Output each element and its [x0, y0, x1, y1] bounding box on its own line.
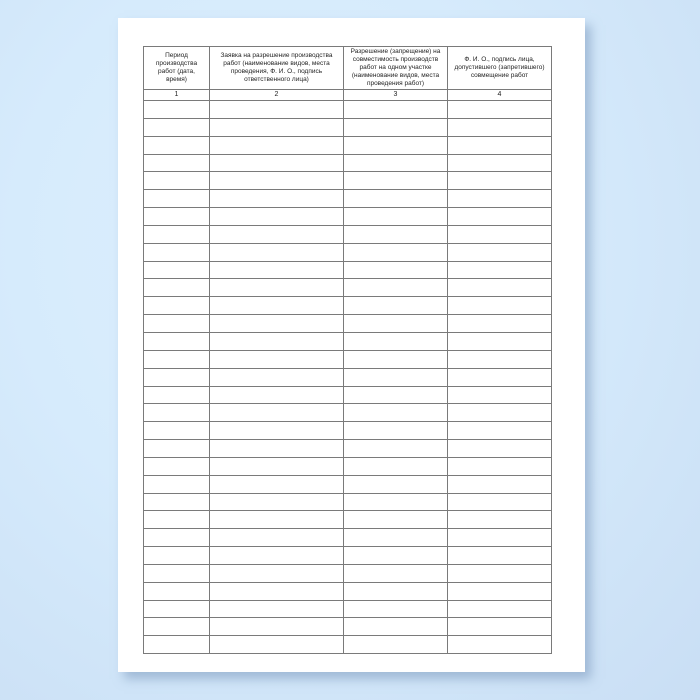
- table-row: [144, 368, 552, 386]
- empty-cell: [210, 279, 344, 297]
- empty-cell: [210, 297, 344, 315]
- empty-cell: [448, 350, 552, 368]
- empty-cell: [210, 440, 344, 458]
- empty-cell: [210, 315, 344, 333]
- table-row: [144, 547, 552, 565]
- empty-cell: [448, 600, 552, 618]
- empty-cell: [144, 493, 210, 511]
- empty-cell: [344, 101, 448, 119]
- empty-cell: [144, 172, 210, 190]
- empty-cell: [144, 136, 210, 154]
- table-row: [144, 404, 552, 422]
- empty-cell: [210, 208, 344, 226]
- empty-cell: [448, 457, 552, 475]
- empty-cell: [144, 243, 210, 261]
- table-row: [144, 440, 552, 458]
- empty-cell: [344, 600, 448, 618]
- table-row: [144, 243, 552, 261]
- empty-cell: [344, 261, 448, 279]
- empty-cell: [144, 154, 210, 172]
- empty-cell: [448, 618, 552, 636]
- empty-cell: [144, 101, 210, 119]
- column-number-row: [144, 90, 552, 101]
- empty-cell: [144, 564, 210, 582]
- empty-cell: [344, 564, 448, 582]
- empty-cell: [448, 368, 552, 386]
- empty-cell: [448, 118, 552, 136]
- empty-cell: [144, 547, 210, 565]
- column-number-3: 3: [344, 90, 448, 101]
- empty-cell: [448, 564, 552, 582]
- table-row: [144, 118, 552, 136]
- table-row: [144, 315, 552, 333]
- empty-cell: [344, 386, 448, 404]
- empty-cell: [144, 440, 210, 458]
- empty-cell: [448, 511, 552, 529]
- empty-cell: [448, 315, 552, 333]
- empty-cell: [448, 582, 552, 600]
- empty-cell: [344, 154, 448, 172]
- empty-cell: [344, 243, 448, 261]
- table-row: [144, 208, 552, 226]
- empty-cell: [448, 386, 552, 404]
- empty-cell: [448, 136, 552, 154]
- column-number-1: 1: [144, 90, 210, 101]
- empty-cell: [210, 636, 344, 654]
- table-row: [144, 600, 552, 618]
- empty-cell: [344, 422, 448, 440]
- empty-cell: [144, 332, 210, 350]
- empty-cell: [144, 315, 210, 333]
- empty-cell: [210, 582, 344, 600]
- table-row: [144, 564, 552, 582]
- empty-cell: [144, 600, 210, 618]
- empty-cell: [344, 136, 448, 154]
- table-row: [144, 582, 552, 600]
- column-header-permission: Разрешение (запрещение) на совместимость производств работ на одном участке (наименование видов, места проведения работ): [344, 47, 448, 90]
- table-row: [144, 279, 552, 297]
- table-header-row: [144, 47, 552, 90]
- empty-cell: [210, 368, 344, 386]
- empty-cell: [210, 493, 344, 511]
- empty-cell: [344, 332, 448, 350]
- table-row: [144, 493, 552, 511]
- empty-cell: [344, 297, 448, 315]
- empty-cell: [448, 279, 552, 297]
- empty-cell: [210, 118, 344, 136]
- empty-cell: [448, 225, 552, 243]
- empty-cell: [144, 422, 210, 440]
- empty-cell: [344, 618, 448, 636]
- empty-cell: [144, 208, 210, 226]
- empty-cell: [344, 172, 448, 190]
- empty-cell: [448, 190, 552, 208]
- empty-cell: [344, 279, 448, 297]
- empty-cell: [448, 101, 552, 119]
- empty-cell: [210, 136, 344, 154]
- table-row: [144, 511, 552, 529]
- empty-cell: [448, 493, 552, 511]
- column-number-4: 4: [448, 90, 552, 101]
- empty-cell: [448, 332, 552, 350]
- empty-cell: [144, 386, 210, 404]
- empty-cell: [210, 600, 344, 618]
- table-row: [144, 332, 552, 350]
- table-row: [144, 636, 552, 654]
- column-header-signature: Ф. И. О., подпись лица, допустившего (запретившего) совмещение работ: [448, 47, 552, 90]
- empty-cell: [448, 404, 552, 422]
- empty-cell: [144, 511, 210, 529]
- table-row: [144, 101, 552, 119]
- empty-cell: [144, 350, 210, 368]
- empty-cell: [144, 404, 210, 422]
- table-row: [144, 225, 552, 243]
- table-row: [144, 618, 552, 636]
- empty-cell: [448, 154, 552, 172]
- empty-cell: [344, 547, 448, 565]
- empty-cell: [344, 368, 448, 386]
- table-row: [144, 386, 552, 404]
- empty-cell: [448, 243, 552, 261]
- table-row: [144, 154, 552, 172]
- empty-cell: [210, 190, 344, 208]
- empty-cell: [344, 511, 448, 529]
- empty-cell: [448, 529, 552, 547]
- empty-cell: [144, 225, 210, 243]
- empty-cell: [144, 618, 210, 636]
- empty-cell: [448, 297, 552, 315]
- empty-cell: [144, 475, 210, 493]
- empty-cell: [210, 243, 344, 261]
- empty-cell: [344, 636, 448, 654]
- table-row: [144, 190, 552, 208]
- empty-cell: [344, 582, 448, 600]
- empty-cell: [448, 636, 552, 654]
- empty-cell: [144, 636, 210, 654]
- empty-cell: [144, 368, 210, 386]
- empty-cell: [344, 493, 448, 511]
- empty-cell: [344, 475, 448, 493]
- table-row: [144, 172, 552, 190]
- empty-cell: [448, 547, 552, 565]
- combined-works-table: [143, 46, 552, 654]
- empty-cell: [448, 440, 552, 458]
- table-row: [144, 261, 552, 279]
- empty-cell: [144, 529, 210, 547]
- empty-cell: [448, 208, 552, 226]
- empty-cell: [344, 529, 448, 547]
- document-page: [118, 18, 585, 672]
- empty-cell: [448, 172, 552, 190]
- column-header-period: Период производства работ (дата, время): [144, 47, 210, 90]
- empty-cell: [448, 261, 552, 279]
- table-row: [144, 457, 552, 475]
- empty-cell: [144, 582, 210, 600]
- empty-cell: [210, 475, 344, 493]
- empty-cell: [210, 457, 344, 475]
- empty-cell: [448, 475, 552, 493]
- empty-cell: [144, 457, 210, 475]
- empty-cell: [210, 225, 344, 243]
- empty-cell: [210, 564, 344, 582]
- empty-cell: [448, 422, 552, 440]
- column-number-2: 2: [210, 90, 344, 101]
- empty-cell: [344, 315, 448, 333]
- empty-cell: [210, 101, 344, 119]
- empty-cell: [344, 457, 448, 475]
- empty-cell: [210, 422, 344, 440]
- empty-cell: [144, 279, 210, 297]
- empty-cell: [344, 208, 448, 226]
- empty-cell: [210, 386, 344, 404]
- table-row: [144, 350, 552, 368]
- empty-cell: [210, 261, 344, 279]
- empty-cell: [210, 547, 344, 565]
- empty-cell: [210, 618, 344, 636]
- empty-cell: [344, 225, 448, 243]
- table-row: [144, 136, 552, 154]
- empty-cell: [210, 172, 344, 190]
- empty-cell: [344, 350, 448, 368]
- empty-cell: [210, 404, 344, 422]
- table-row: [144, 475, 552, 493]
- empty-cell: [344, 190, 448, 208]
- empty-cell: [210, 529, 344, 547]
- empty-cell: [210, 332, 344, 350]
- column-header-request: Заявка на разрешение производства работ (наименование видов, места проведения, Ф. И. О., подпись ответственного лица): [210, 47, 344, 90]
- empty-cell: [344, 440, 448, 458]
- empty-cell: [344, 118, 448, 136]
- empty-cell: [144, 190, 210, 208]
- table-row: [144, 422, 552, 440]
- empty-cell: [144, 118, 210, 136]
- empty-cell: [144, 261, 210, 279]
- empty-cell: [210, 511, 344, 529]
- empty-cell: [210, 154, 344, 172]
- empty-cell: [210, 350, 344, 368]
- table-row: [144, 529, 552, 547]
- table-body: [144, 101, 552, 654]
- empty-cell: [344, 404, 448, 422]
- table-row: [144, 297, 552, 315]
- empty-cell: [144, 297, 210, 315]
